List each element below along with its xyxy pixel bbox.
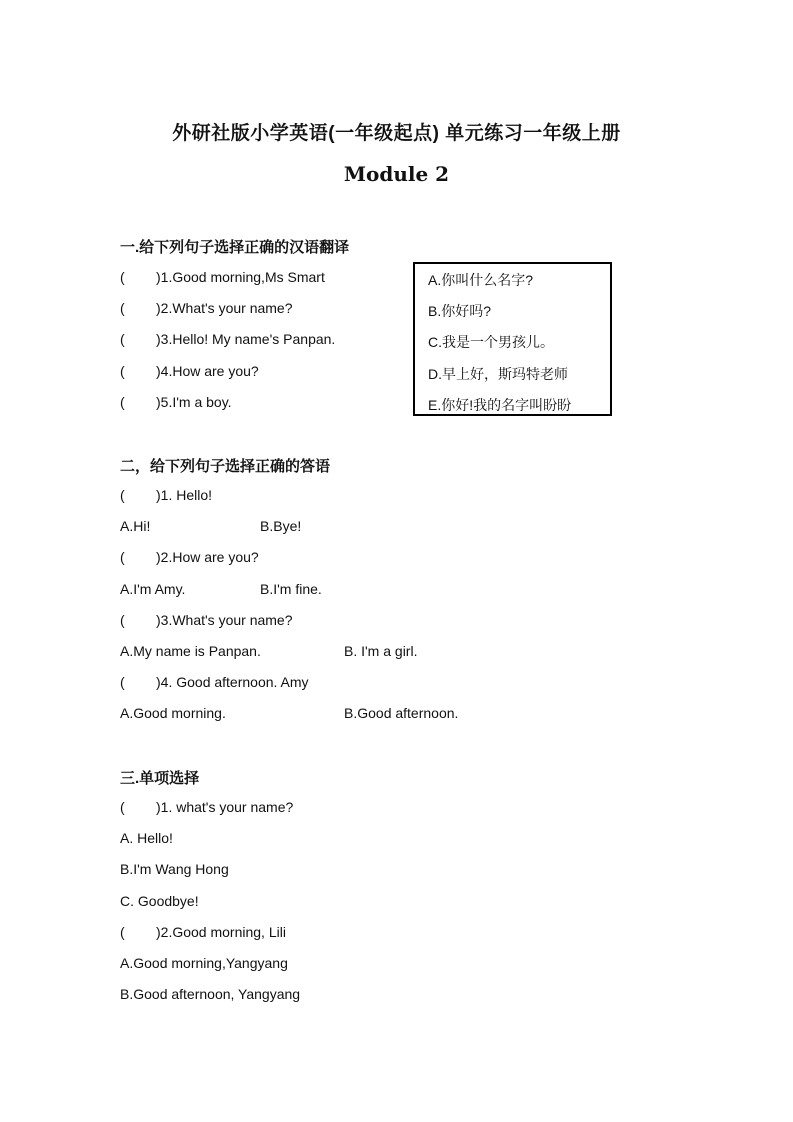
question-text: )2.How are you? bbox=[156, 549, 259, 565]
section3-question-1 bbox=[120, 799, 293, 815]
answer-blank: ( bbox=[120, 363, 125, 379]
translation-options-box bbox=[413, 262, 612, 416]
answer-blank: ( bbox=[120, 487, 125, 503]
question-text: )1.Good morning,Ms Smart bbox=[156, 269, 325, 285]
section2-q4-option-a: A.Good morning. bbox=[120, 705, 226, 721]
question-text: )3.Hello! My name's Panpan. bbox=[156, 331, 336, 347]
option-e: E.你好!我的名字叫盼盼 bbox=[428, 397, 572, 413]
section1-question-2 bbox=[120, 300, 293, 316]
section2-question-3 bbox=[120, 612, 293, 628]
section3-heading: 三.单项选择 bbox=[120, 770, 200, 787]
section2-q2-option-a: A.I'm Amy. bbox=[120, 581, 186, 597]
question-text: )1. Hello! bbox=[156, 487, 213, 503]
option-a: A.你叫什么名字? bbox=[428, 272, 534, 288]
answer-blank: ( bbox=[120, 549, 125, 565]
section1-question-1 bbox=[120, 269, 325, 285]
answer-blank: ( bbox=[120, 924, 125, 940]
option-d: D.早上好，斯玛特老师 bbox=[428, 366, 568, 382]
section3-q1-option-b: B.I'm Wang Hong bbox=[120, 861, 229, 877]
section1-heading: 一.给下列句子选择正确的汉语翻译 bbox=[120, 239, 350, 256]
section1-question-5 bbox=[120, 394, 232, 410]
question-text: )4.How are you? bbox=[156, 363, 259, 379]
question-text: )2.What's your name? bbox=[156, 300, 293, 316]
document-title: 外研社版小学英语(一年级起点) 单元练习一年级上册 bbox=[172, 123, 621, 144]
section3-q1-option-a: A. Hello! bbox=[120, 830, 173, 846]
section3-q1-option-c: C. Goodbye! bbox=[120, 893, 199, 909]
section1-question-4 bbox=[120, 363, 259, 379]
answer-blank: ( bbox=[120, 799, 125, 815]
section3-question-2 bbox=[120, 924, 286, 940]
answer-blank: ( bbox=[120, 300, 125, 316]
option-c: C.我是一个男孩儿。 bbox=[428, 334, 554, 350]
question-text: )4. Good afternoon. Amy bbox=[156, 674, 309, 690]
document-subtitle: Module 2 bbox=[343, 162, 450, 186]
section3-q2-option-a: A.Good morning,Yangyang bbox=[120, 955, 288, 971]
section2-question-4 bbox=[120, 674, 309, 690]
section2-q1-option-a: A.Hi! bbox=[120, 518, 151, 534]
section2-question-1 bbox=[120, 487, 212, 503]
section2-q3-option-a: A.My name is Panpan. bbox=[120, 643, 261, 659]
section2-q3-option-b: B. I'm a girl. bbox=[344, 643, 418, 659]
section2-question-2 bbox=[120, 549, 259, 565]
question-text: )1. what's your name? bbox=[156, 799, 294, 815]
option-b: B.你好吗? bbox=[428, 303, 492, 319]
section3-q2-option-b: B.Good afternoon, Yangyang bbox=[120, 986, 301, 1002]
answer-blank: ( bbox=[120, 269, 125, 285]
section2-q4-option-b: B.Good afternoon. bbox=[344, 705, 459, 721]
answer-blank: ( bbox=[120, 331, 125, 347]
question-text: )3.What's your name? bbox=[156, 612, 293, 628]
answer-blank: ( bbox=[120, 394, 125, 410]
question-text: )2.Good morning, Lili bbox=[156, 924, 286, 940]
section2-q1-option-b: B.Bye! bbox=[260, 518, 302, 534]
section2-heading: 二，给下列句子选择正确的答语 bbox=[120, 458, 331, 475]
answer-blank: ( bbox=[120, 612, 125, 628]
answer-blank: ( bbox=[120, 674, 125, 690]
section2-q2-option-b: B.I'm fine. bbox=[260, 581, 322, 597]
section1-question-3 bbox=[120, 331, 335, 347]
question-text: )5.I'm a boy. bbox=[156, 394, 232, 410]
